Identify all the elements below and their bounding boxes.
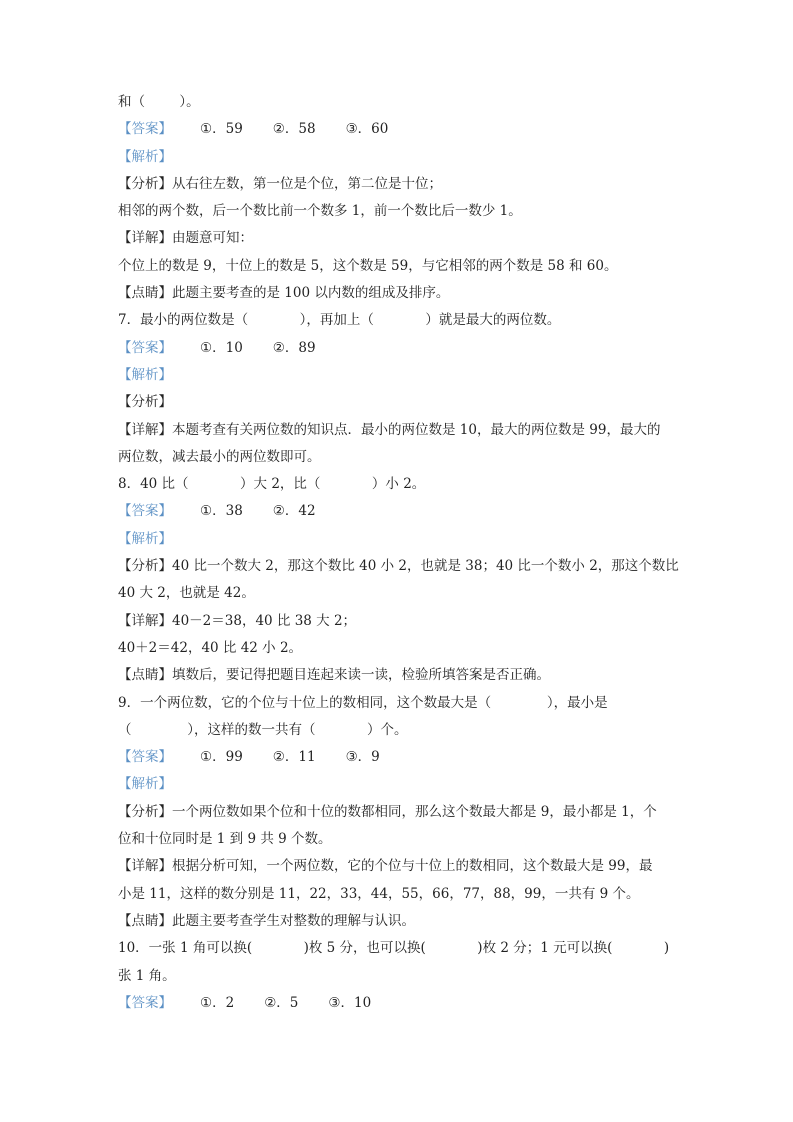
line-text: 40 比一个数大 2，那这个数比 40 小 2，也就是 38；40 比一个数小 2，那这个数比 [172,558,679,575]
line-text: 9．一个两位数，它的个位与十位上的数相同，这个数最大是（ ），最小是 [118,694,608,711]
section-label: 【解析】 [118,366,172,383]
section-label: 【分析】 [118,803,172,820]
text-line [118,881,678,908]
text-line [118,826,678,853]
section-label: 【答案】 [118,339,172,356]
labeled-line [118,225,678,252]
line-text: 个位上的数是 9，十位上的数是 5，这个数是 59，与它相邻的两个数是 58 和 60。 [118,257,618,274]
line-text: 填数后，要记得把题目连起来读一读，检验所填答案是否正确。 [172,667,550,684]
labeled-line [118,144,678,171]
text-line [118,963,678,990]
section-label: 【分析】 [118,175,172,192]
line-text: 位和十位同时是 1 到 9 共 9 个数。 [118,831,332,848]
section-label: 【解析】 [118,148,172,165]
answer-item: ①．59 [200,121,243,138]
section-label: 【解析】 [118,776,172,793]
labeled-line [118,853,678,880]
answer-line [118,116,678,143]
answer-item: ①．10 [200,339,243,356]
line-text: 张 1 角。 [118,967,176,984]
labeled-line [118,362,678,389]
answer-item: ②．89 [272,339,316,356]
section-label: 【答案】 [118,994,172,1011]
section-label: 【点睛】 [118,667,172,684]
answer-item: ②．42 [272,503,316,520]
labeled-line [118,417,678,444]
section-label: 【点睛】 [118,912,172,929]
section-label: 【解析】 [118,530,172,547]
document-body [118,89,678,1017]
answer-item: ②．11 [272,749,316,766]
line-text: 两位数，减去最小的两位数即可。 [118,448,321,465]
answer-item: ②．5 [264,994,299,1011]
line-text: 40－2＝38，40 比 38 大 2； [172,612,357,629]
section-label: 【点睛】 [118,285,172,302]
line-text: 10．一张 1 角可以换( )枚 5 分，也可以换( )枚 2 分；1 元可以换( ) [118,940,670,957]
line-text: 40＋2＝42，40 比 42 小 2。 [118,639,303,656]
labeled-line [118,908,678,935]
answer-item: ①．2 [200,994,235,1011]
section-label: 【详解】 [118,858,172,875]
answer-item: ③．9 [345,749,380,766]
answer-line [118,744,678,771]
labeled-line [118,171,678,198]
labeled-line [118,389,678,416]
answer-line [118,498,678,525]
line-text: 相邻的两个数，后一个数比前一个数多 1，前一个数比后一数少 1。 [118,203,522,220]
answer-item: ③．60 [345,121,389,138]
line-text: 8．40 比（ ）大 2，比（ ）小 2。 [118,476,426,493]
labeled-line [118,662,678,689]
line-text: 一个两位数如果个位和十位的数都相同，那么这个数最大都是 9，最小都是 1，个 [172,803,657,820]
line-text: （ ），这样的数一共有（ ）个。 [118,721,408,738]
section-label: 【分析】 [118,558,172,575]
line-text: 本题考查有关两位数的知识点．最小的两位数是 10，最大的两位数是 99，最大的 [172,421,661,438]
labeled-line [118,799,678,826]
text-line [118,935,678,962]
line-text: 此题主要考查的是 100 以内数的组成及排序。 [172,285,450,302]
section-label: 【详解】 [118,612,172,629]
line-text: 40 大 2，也就是 42。 [118,585,255,602]
text-line [118,717,678,744]
answer-item: ③．10 [328,994,372,1011]
answer-item: ②．58 [272,121,316,138]
text-line [118,89,678,116]
line-text: 从右往左数，第一位是个位，第二位是十位； [172,175,442,192]
text-line [118,198,678,225]
text-line [118,471,678,498]
text-line [118,444,678,471]
section-label: 【答案】 [118,503,172,520]
line-text: 7．最小的两位数是（ ），再加上（ ）就是最大的两位数。 [118,312,561,329]
text-line [118,690,678,717]
section-label: 【答案】 [118,121,172,138]
labeled-line [118,526,678,553]
section-label: 【详解】 [118,230,172,247]
line-text: 和（ ）。 [118,94,200,110]
labeled-line [118,608,678,635]
section-label: 【答案】 [118,749,172,766]
text-line [118,580,678,607]
answer-line [118,335,678,362]
answer-item: ①．99 [200,749,243,766]
answer-line [118,990,678,1017]
section-label: 【分析】 [118,394,172,411]
answer-item: ①．38 [200,503,243,520]
line-text: 此题主要考查学生对整数的理解与认识。 [172,912,415,929]
labeled-line [118,771,678,798]
section-label: 【详解】 [118,421,172,438]
line-text: 小是 11，这样的数分别是 11，22，33，44，55，66，77，88，99，一共有 9 个。 [118,885,640,902]
text-line [118,253,678,280]
text-line [118,307,678,334]
line-text: 根据分析可知，一个两位数，它的个位与十位上的数相同，这个数最大是 99，最 [172,858,653,875]
labeled-line [118,553,678,580]
labeled-line [118,280,678,307]
text-line [118,635,678,662]
line-text: 由题意可知： [172,230,253,247]
